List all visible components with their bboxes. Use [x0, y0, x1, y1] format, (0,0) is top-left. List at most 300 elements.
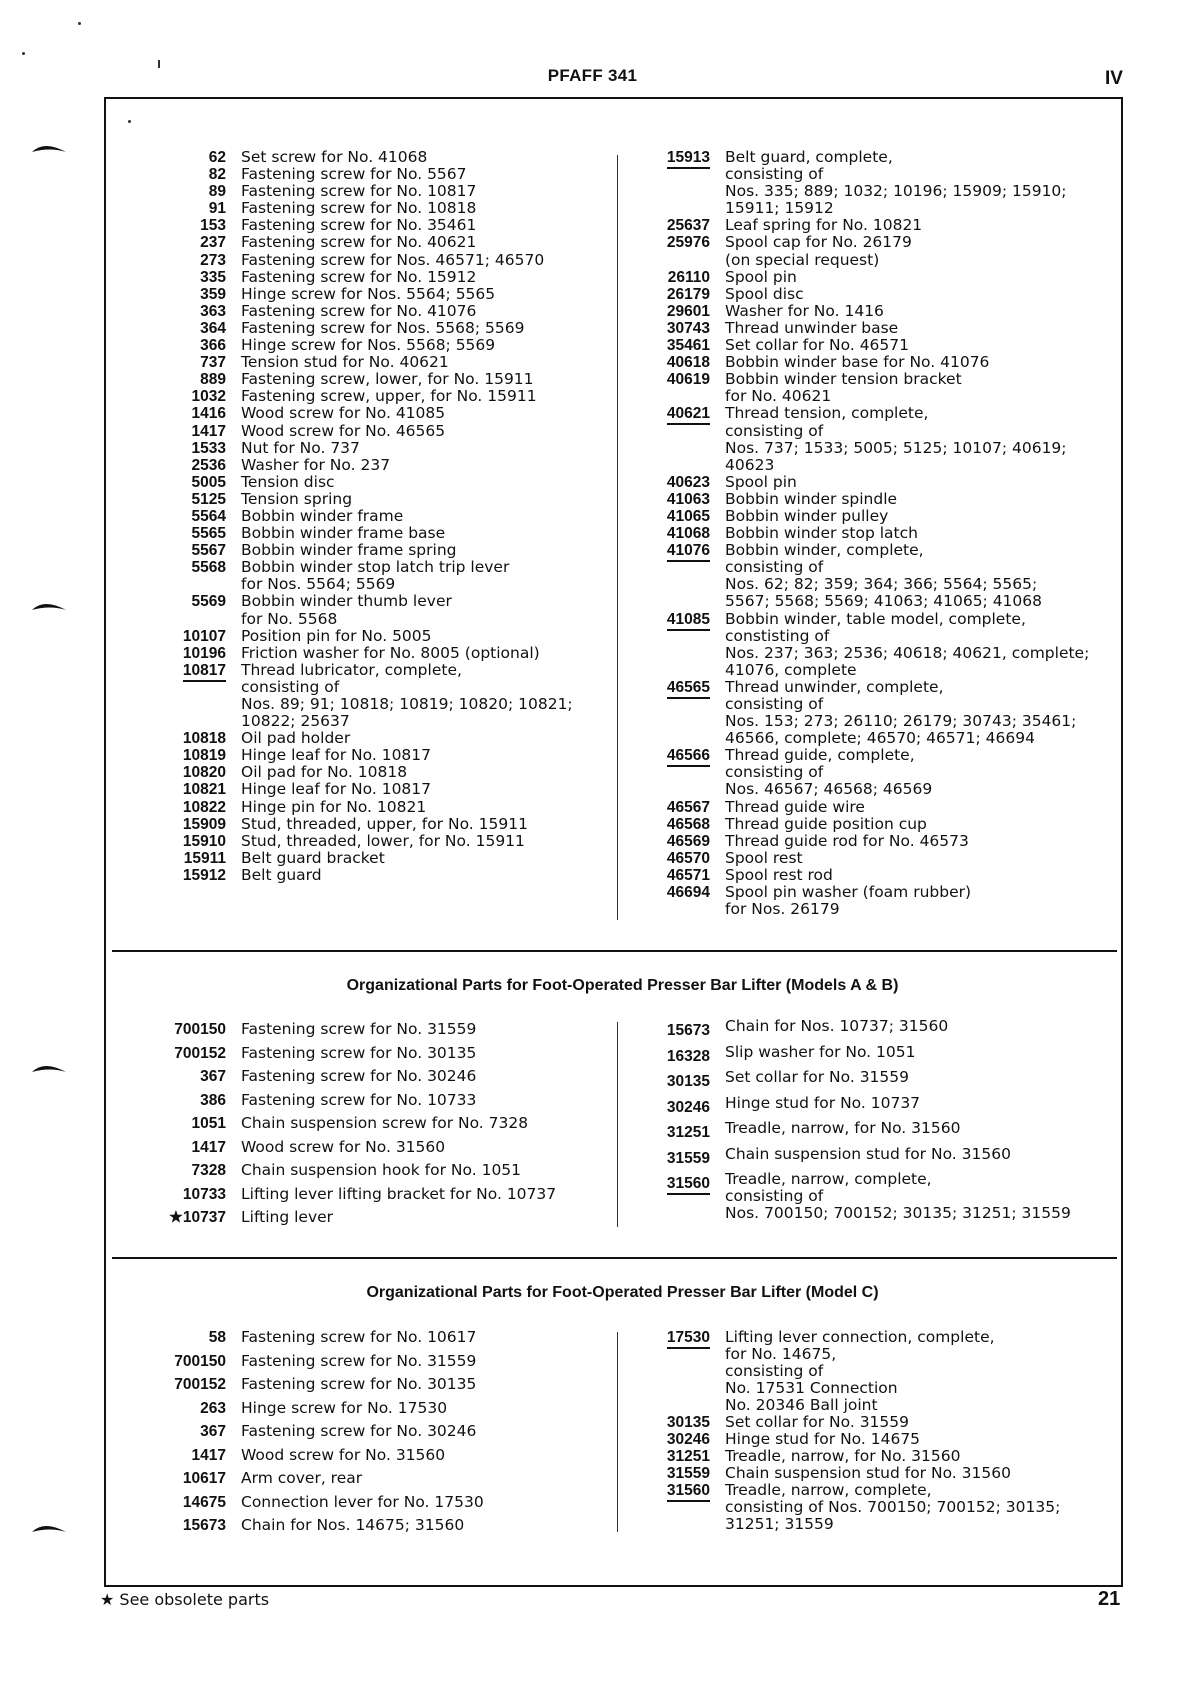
part-number-text: 1417 [191, 1446, 226, 1464]
part-entry [584, 371, 1124, 405]
part-description-line: Thread unwinder base [725, 318, 899, 337]
part-description-line: Fastening screw for No. 41076 [241, 301, 477, 320]
part-description-line: No. 17531 Connection [725, 1379, 898, 1397]
part-description-line: (on special request) [725, 250, 880, 269]
part-number [108, 1420, 226, 1444]
part-number [108, 1326, 226, 1350]
part-number [108, 405, 226, 422]
part-description-line: Bobbin winder frame base [241, 524, 446, 543]
part-number-text: 15909 [182, 815, 226, 833]
part-description-line: Connection lever for No. 17530 [241, 1492, 484, 1511]
part-number-text: 30743 [666, 319, 710, 337]
part-description-line: Thread lubricator, complete, [241, 660, 462, 679]
part-entry [584, 747, 1124, 798]
part-entry [584, 286, 1124, 303]
part-entry [108, 645, 620, 662]
part-number-text: 15912 [182, 866, 226, 884]
part-description [710, 491, 1124, 508]
part-number [584, 679, 710, 696]
part-description [226, 1089, 620, 1113]
part-description-line: Chain suspension stud for No. 31560 [725, 1144, 1011, 1163]
part-description-line: 5567; 5568; 5569; 41063; 41065; 41068 [725, 592, 1043, 611]
part-description [710, 337, 1124, 354]
part-description-line: Fastening screw for No. 10818 [241, 199, 477, 218]
part-number [584, 611, 710, 628]
part-number-text: 29601 [666, 302, 710, 320]
parts-list-left [108, 1018, 620, 1230]
part-number-text: 1417 [191, 1138, 226, 1156]
part-description [710, 833, 1124, 850]
part-entry [584, 337, 1124, 354]
part-number [584, 747, 710, 764]
part-description-line: Tension stud for No. 40621 [241, 353, 449, 372]
part-description [226, 747, 620, 764]
part-number-text: 5568 [191, 559, 226, 577]
part-description [226, 234, 620, 251]
part-entry [584, 1414, 1124, 1431]
part-description [226, 867, 620, 884]
part-entry [584, 1044, 1124, 1070]
part-number-text: 15911 [183, 849, 226, 867]
part-number [108, 166, 226, 183]
part-number-text: 40621 [667, 405, 710, 425]
part-description-line: consisting of [725, 695, 824, 713]
part-entry [584, 611, 1124, 679]
part-description [710, 1171, 1124, 1222]
part-description [710, 799, 1124, 816]
part-description [226, 337, 620, 354]
part-description-line: Treadle, narrow, for No. 31560 [725, 1119, 961, 1137]
part-description-line: Fastening screw for No. 10733 [241, 1090, 477, 1109]
frame-border-left [104, 97, 106, 1587]
part-number [584, 234, 710, 251]
part-description-line: Bobbin winder tension bracket [725, 370, 962, 389]
part-description-line: Friction washer for No. 8005 (optional) [241, 643, 540, 662]
part-description [226, 217, 620, 234]
part-number [108, 371, 226, 388]
part-description [710, 542, 1124, 610]
part-number [584, 1482, 710, 1499]
part-description [710, 320, 1124, 337]
part-description-line: Bobbin winder spindle [725, 489, 898, 508]
part-entry [108, 149, 620, 166]
part-description-line: Chain suspension screw for No. 7328 [241, 1114, 529, 1132]
part-description [226, 1136, 620, 1160]
part-description [226, 269, 620, 286]
part-description [226, 405, 620, 422]
part-number-text: 273 [200, 251, 226, 269]
part-description-line: Nos. 335; 889; 1032; 10196; 15909; 15910; [725, 182, 1067, 201]
footnote: ★ See obsolete parts [100, 1590, 270, 1609]
part-description [226, 508, 620, 525]
part-number [108, 559, 226, 576]
part-entry [584, 816, 1124, 833]
part-description-line: Fastening screw for No. 40621 [241, 233, 477, 252]
part-entry [108, 440, 620, 457]
part-description [226, 200, 620, 217]
part-description-line: Spool pin washer (foam rubber) [725, 883, 972, 902]
part-number [108, 1397, 226, 1421]
part-number-text: 35461 [666, 337, 710, 355]
part-description [226, 1018, 620, 1042]
part-entry [108, 217, 620, 234]
part-entry [584, 525, 1124, 542]
part-description-line: Nos. 46567; 46568; 46569 [725, 780, 933, 799]
part-description [710, 679, 1124, 747]
part-description-line: Thread guide position cup [725, 814, 927, 833]
part-description [710, 1146, 1124, 1163]
part-description-line: Fastening screw for Nos. 46571; 46570 [241, 250, 545, 269]
part-description [226, 1420, 620, 1444]
part-number [108, 1206, 226, 1230]
part-number-text: 31560 [667, 1175, 710, 1195]
part-number-text: 30135 [666, 1414, 710, 1431]
part-number-text: 386 [200, 1091, 226, 1109]
part-number [108, 320, 226, 337]
part-number [584, 354, 710, 371]
part-entry [108, 764, 620, 781]
part-description-line: constisting of [725, 626, 830, 645]
part-description-line: consisting of [725, 763, 824, 782]
part-description [710, 884, 1124, 918]
part-entry [584, 149, 1124, 217]
part-description [226, 645, 620, 662]
part-entry [584, 1448, 1124, 1465]
part-number [108, 474, 226, 491]
part-entry [108, 371, 620, 388]
part-description-line: Hinge screw for Nos. 5564; 5565 [241, 284, 496, 303]
part-description-line: Nos. 153; 273; 26110; 26179; 30743; 35461; [725, 712, 1077, 731]
part-description-line: Fastening screw for No. 30135 [241, 1375, 477, 1393]
part-entry [108, 867, 620, 884]
part-number [584, 799, 710, 816]
part-entry [584, 405, 1124, 473]
part-description [226, 1467, 620, 1491]
part-number [108, 286, 226, 303]
part-description [226, 1159, 620, 1183]
part-description-line: Treadle, narrow, complete, [725, 1481, 932, 1499]
part-entry [584, 474, 1124, 491]
page-number: 21 [1098, 1588, 1121, 1610]
part-description [226, 730, 620, 747]
part-number [584, 337, 710, 354]
part-number-text: 1051 [191, 1115, 226, 1132]
part-description [226, 850, 620, 867]
part-entry [108, 252, 620, 269]
part-description-line: Washer for No. 1416 [725, 301, 884, 320]
part-number [108, 1089, 226, 1113]
part-description [226, 1350, 620, 1374]
part-number-text: ★10737 [169, 1209, 226, 1226]
part-description-line: Thread guide wire [725, 797, 865, 816]
part-entry [108, 1183, 620, 1207]
part-entry [108, 1350, 620, 1374]
part-description-line: Fastening screw for Nos. 5568; 5569 [241, 318, 525, 337]
part-description [226, 457, 620, 474]
part-entry [584, 1095, 1124, 1121]
part-description-line: Bobbin winder pulley [725, 506, 889, 525]
part-number [584, 1448, 710, 1465]
part-description-line: Spool pin [725, 472, 797, 491]
part-entry [108, 1089, 620, 1113]
part-description-line: for Nos. 26179 [725, 900, 840, 919]
part-description-line: Treadle, narrow, for No. 31560 [725, 1447, 961, 1465]
part-number [108, 764, 226, 781]
part-description-line: for Nos. 5564; 5569 [241, 575, 396, 594]
part-description [710, 371, 1124, 405]
part-description-line: Position pin for No. 5005 [241, 626, 432, 645]
section-title: Organizational Parts for Foot-Operated Presser Bar Lifter (Models A & B) [346, 977, 899, 994]
part-entry [108, 286, 620, 303]
part-entry [108, 1018, 620, 1042]
part-entry [108, 1491, 620, 1515]
part-number-text: 16328 [666, 1047, 710, 1065]
part-description [710, 269, 1124, 286]
part-description-line: consisting of [725, 1362, 824, 1380]
part-number [108, 1373, 226, 1397]
part-number [108, 217, 226, 234]
part-number-text: 10617 [182, 1470, 226, 1487]
part-number [584, 833, 710, 850]
part-description-line: Tension disc [241, 472, 335, 491]
part-description [226, 388, 620, 405]
part-description [226, 816, 620, 833]
part-entry [108, 781, 620, 798]
part-description-line: Hinge leaf for No. 10817 [241, 746, 432, 765]
part-number [584, 217, 710, 234]
part-number [108, 816, 226, 833]
part-number-text: 41063 [666, 490, 710, 508]
part-description-line: Fastening screw for No. 31559 [241, 1351, 477, 1370]
part-description [710, 1044, 1124, 1061]
part-number-text: 5005 [191, 473, 226, 491]
part-description [226, 354, 620, 371]
part-entry [584, 508, 1124, 525]
part-entry [108, 508, 620, 525]
part-description-line: Hinge screw for No. 17530 [241, 1398, 448, 1417]
part-description [226, 371, 620, 388]
part-number [108, 269, 226, 286]
part-description [710, 234, 1124, 268]
part-number-text: 31559 [666, 1465, 710, 1482]
part-number [584, 850, 710, 867]
part-entry [108, 730, 620, 747]
part-description-line: for No. 40621 [725, 387, 832, 406]
part-number-text: 41085 [667, 611, 710, 631]
part-description-line: 31251; 31559 [725, 1515, 834, 1533]
part-number-text: 1417 [191, 422, 226, 440]
part-number [584, 867, 710, 884]
part-number-text: 700150 [174, 1021, 226, 1038]
part-description-line: for No. 14675, [725, 1345, 837, 1363]
part-description [226, 1444, 620, 1468]
part-number-text: 62 [208, 149, 226, 166]
part-entry [584, 867, 1124, 884]
part-number [108, 183, 226, 200]
part-entry [108, 1112, 620, 1136]
part-entry [108, 799, 620, 816]
part-description-line: Fastening screw for No. 5567 [241, 165, 467, 184]
part-description-line: Belt guard bracket [241, 848, 385, 867]
section-number: IV [1105, 68, 1123, 89]
part-description [710, 474, 1124, 491]
part-description [710, 286, 1124, 303]
part-description [226, 1112, 620, 1136]
part-entry [108, 1206, 620, 1230]
part-entry [584, 1431, 1124, 1448]
part-description-line: Bobbin winder frame [241, 506, 404, 525]
part-number [584, 149, 710, 166]
part-number-text: 25976 [666, 234, 710, 252]
part-entry [584, 1018, 1124, 1044]
part-number-text: 58 [208, 1329, 226, 1346]
part-entry [584, 799, 1124, 816]
part-number [584, 491, 710, 508]
part-entry [108, 491, 620, 508]
part-entry [584, 303, 1124, 320]
part-description-line: Bobbin winder stop latch trip lever [241, 558, 510, 577]
part-entry [584, 354, 1124, 371]
part-description-line: Spool pin [725, 267, 797, 286]
part-number [108, 423, 226, 440]
part-description [226, 1397, 620, 1421]
part-number-text: 153 [200, 217, 226, 235]
part-entry [108, 183, 620, 200]
part-description [226, 559, 620, 593]
part-description-line: Hinge screw for Nos. 5568; 5569 [241, 336, 496, 355]
part-number [108, 662, 226, 679]
part-description-line: Wood screw for No. 46565 [241, 421, 446, 440]
part-description-line: Spool disc [725, 284, 804, 303]
part-entry [108, 1397, 620, 1421]
part-number-text: 30246 [666, 1431, 710, 1448]
part-number [584, 1431, 710, 1448]
part-description-line: 10822; 25637 [241, 712, 350, 731]
part-number [584, 816, 710, 833]
part-description-line: Set collar for No. 31559 [725, 1068, 910, 1086]
part-number [108, 200, 226, 217]
part-entry [584, 833, 1124, 850]
part-number [584, 1146, 710, 1172]
part-entry [108, 1326, 620, 1350]
part-number-text: 17530 [667, 1329, 710, 1349]
part-entry [108, 1420, 620, 1444]
part-description-line: Wood screw for No. 41085 [241, 404, 446, 423]
part-number-text: 46570 [666, 849, 710, 867]
part-entry [108, 542, 620, 559]
part-description [710, 1431, 1124, 1448]
part-number-text: 363 [200, 302, 226, 320]
part-entry [584, 850, 1124, 867]
part-number [108, 1042, 226, 1066]
part-entry [584, 679, 1124, 747]
part-description-line: Treadle, narrow, complete, [725, 1170, 932, 1188]
part-description-line: Tension spring [241, 489, 353, 508]
part-description [226, 1065, 620, 1089]
part-description-line: Chain suspension stud for No. 31560 [725, 1464, 1011, 1482]
part-number [108, 593, 226, 610]
part-number-text: 30135 [666, 1073, 710, 1090]
part-description [226, 252, 620, 269]
part-description-line: Slip washer for No. 1051 [725, 1042, 916, 1061]
part-number [584, 508, 710, 525]
part-number [108, 1491, 226, 1515]
part-description [226, 440, 620, 457]
part-description-line: Set collar for No. 31559 [725, 1413, 910, 1431]
part-description [226, 525, 620, 542]
part-description-line: Wood screw for No. 31560 [241, 1137, 446, 1156]
part-description [710, 1069, 1124, 1086]
part-number [584, 1044, 710, 1070]
part-number-text: 5565 [191, 525, 226, 543]
part-description [226, 491, 620, 508]
part-description [710, 149, 1124, 217]
part-description [710, 867, 1124, 884]
part-description-line: Washer for No. 237 [241, 455, 391, 474]
part-number-text: 46571 [666, 866, 710, 884]
part-entry [108, 269, 620, 286]
part-entry [108, 423, 620, 440]
part-number [108, 628, 226, 645]
part-entry [108, 457, 620, 474]
part-description [710, 303, 1124, 320]
part-description [226, 1373, 620, 1397]
binder-tab-mark [30, 142, 68, 154]
part-number-text: 15913 [667, 149, 710, 169]
part-number [108, 525, 226, 542]
part-description-line: 15911; 15912 [725, 199, 834, 218]
part-description [710, 1448, 1124, 1465]
part-number-text: 700150 [174, 1352, 226, 1370]
part-number [584, 405, 710, 422]
part-description-line: Fastening screw, upper, for No. 15911 [241, 387, 537, 406]
part-number [584, 542, 710, 559]
part-number-text: 91 [208, 200, 226, 218]
part-description [710, 1120, 1124, 1137]
part-entry [584, 884, 1124, 918]
part-number-text: 10818 [182, 730, 226, 748]
part-description [710, 747, 1124, 798]
part-description-line: Hinge stud for No. 10737 [725, 1093, 921, 1112]
part-number [108, 1065, 226, 1089]
part-number [108, 440, 226, 457]
part-number [584, 1171, 710, 1197]
part-description [710, 525, 1124, 542]
part-description-line: consisting of [725, 558, 824, 577]
part-number [584, 320, 710, 337]
part-description-line: Thread guide, complete, [725, 746, 915, 765]
part-number [584, 1414, 710, 1431]
part-entry [584, 234, 1124, 268]
part-description [226, 593, 620, 627]
part-description-line: Fastening screw for No. 15912 [241, 267, 477, 286]
part-description-line: Chain for Nos. 14675; 31560 [241, 1516, 465, 1534]
part-number-text: 5569 [191, 593, 226, 611]
part-number-text: 737 [200, 354, 226, 372]
part-description-line: Spool rest rod [725, 865, 833, 884]
part-number [108, 1183, 226, 1207]
part-entry [584, 1482, 1124, 1533]
part-entry [108, 747, 620, 764]
part-number [108, 354, 226, 371]
part-description-line: Bobbin winder stop latch [725, 524, 918, 543]
part-description [710, 611, 1124, 679]
parts-list-right [584, 1329, 1124, 1533]
part-description-line: Fastening screw for No. 10817 [241, 182, 477, 201]
part-number-text: 10196 [182, 644, 226, 662]
part-entry [108, 1467, 620, 1491]
part-description [226, 1206, 620, 1230]
